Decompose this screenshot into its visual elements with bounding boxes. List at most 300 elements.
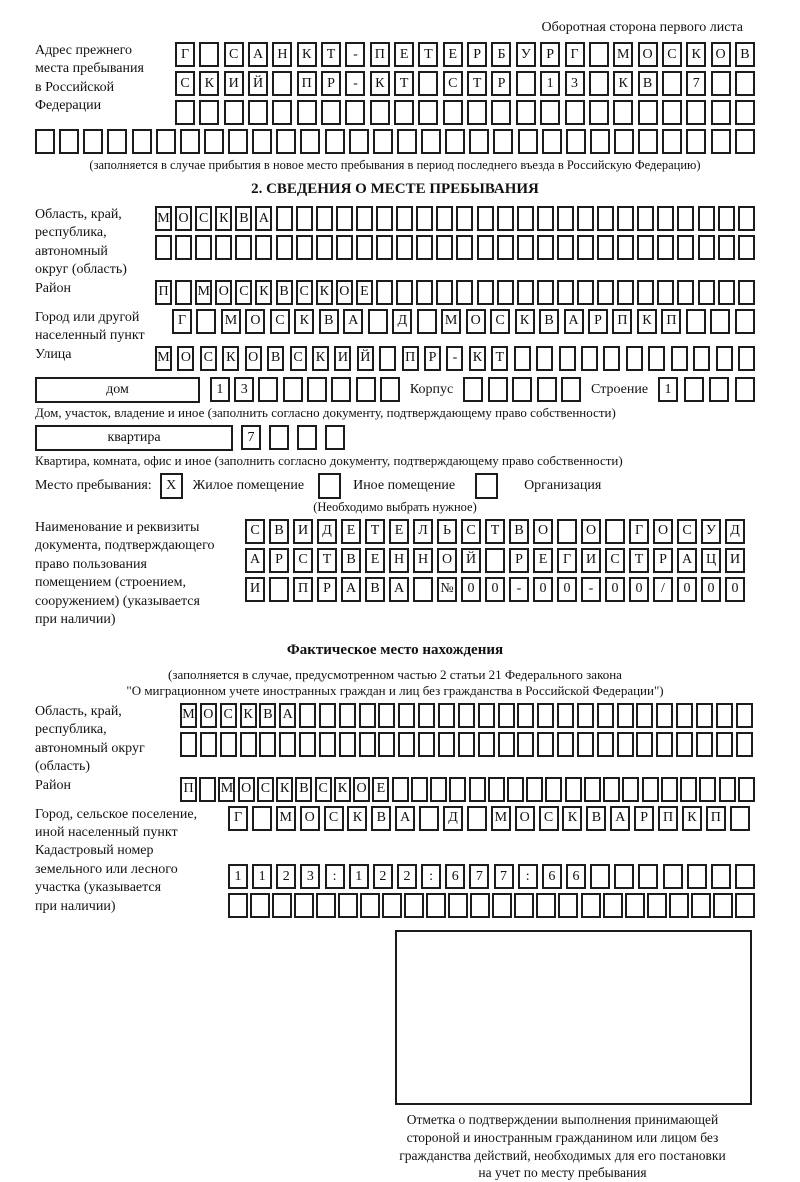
char-grid-row <box>35 129 755 154</box>
char-cell: С <box>175 71 195 96</box>
char-cell: С <box>662 42 682 67</box>
char-cell: К <box>276 777 293 802</box>
char-cell <box>696 732 713 757</box>
char-cell <box>565 100 585 125</box>
char-cell: Н <box>413 548 433 573</box>
char-cell <box>719 777 736 802</box>
char-cell <box>730 806 750 831</box>
char-cell <box>735 309 755 334</box>
char-cell: М <box>441 309 461 334</box>
char-cell: А <box>245 548 265 573</box>
char-cell: В <box>295 777 312 802</box>
label-line: Адрес прежнего <box>35 43 132 58</box>
char-cell <box>537 703 554 728</box>
char-cell <box>300 129 320 154</box>
label-line: Область, край, <box>35 703 122 719</box>
char-cell: К <box>294 309 314 334</box>
char-cell <box>687 864 707 889</box>
char-cell <box>597 703 614 728</box>
label-line: земельного или лесного <box>35 861 178 877</box>
char-cell <box>691 893 711 918</box>
char-cell <box>625 893 645 918</box>
char-cell: 0 <box>629 577 649 602</box>
char-cell: 1 <box>540 71 560 96</box>
char-cell: 1 <box>349 864 369 889</box>
label-line: иной населенный пункт <box>35 824 178 840</box>
char-grid-row <box>245 548 745 573</box>
char-cell: С <box>461 519 481 544</box>
char-cell: / <box>653 577 673 602</box>
char-cell <box>738 280 755 305</box>
char-cell: Р <box>269 548 289 573</box>
char-cell <box>709 377 729 402</box>
char-cell <box>430 777 447 802</box>
char-cell <box>677 235 694 260</box>
label-line: населенный пункт <box>35 328 145 344</box>
char-cell <box>325 129 345 154</box>
char-cell: С <box>490 309 510 334</box>
label-line: Отметка о подтверждении выполнения принимающей <box>406 1112 719 1128</box>
char-cell <box>716 732 733 757</box>
actual-city-block <box>35 806 755 843</box>
char-cell: И <box>581 548 601 573</box>
char-cell: 2 <box>276 864 296 889</box>
char-cell: Г <box>629 519 649 544</box>
char-cell <box>636 703 653 728</box>
char-cell: Д <box>443 806 463 831</box>
char-cell <box>512 377 532 402</box>
label-line: гражданства действий, необходимых для его постановки <box>399 1147 726 1163</box>
char-cell <box>648 346 665 371</box>
char-cell: О <box>515 806 535 831</box>
char-cell: О <box>300 806 320 831</box>
char-cell: Г <box>175 42 195 67</box>
char-cell <box>677 206 694 231</box>
char-cell: К <box>370 71 390 96</box>
char-cell: К <box>240 703 257 728</box>
char-cell <box>647 893 667 918</box>
char-cell: В <box>269 519 289 544</box>
char-cell <box>456 235 473 260</box>
char-cell <box>438 732 455 757</box>
char-cell <box>349 129 369 154</box>
char-cell <box>577 280 594 305</box>
char-cell <box>418 100 438 125</box>
char-grid-row <box>228 864 755 889</box>
char-cell: О <box>653 519 673 544</box>
char-cell <box>336 206 353 231</box>
char-cell <box>614 864 634 889</box>
char-cell: Е <box>356 280 373 305</box>
char-cell <box>686 100 706 125</box>
char-cell: Т <box>467 71 487 96</box>
char-cell: О <box>200 703 217 728</box>
char-cell <box>517 235 534 260</box>
char-cell <box>603 777 620 802</box>
char-cell <box>711 100 731 125</box>
char-cell <box>294 893 314 918</box>
char-cell <box>392 777 409 802</box>
char-cell: К <box>637 309 657 334</box>
char-cell <box>735 893 755 918</box>
char-cell <box>716 703 733 728</box>
char-cell: В <box>276 280 293 305</box>
char-cell: К <box>682 806 702 831</box>
char-cell <box>458 732 475 757</box>
char-cell <box>204 129 224 154</box>
char-cell: Е <box>533 548 553 573</box>
char-cell <box>738 777 755 802</box>
char-cell <box>558 893 578 918</box>
char-cell <box>589 71 609 96</box>
char-cell <box>458 703 475 728</box>
char-cell <box>680 777 697 802</box>
char-cell: 0 <box>461 577 481 602</box>
char-cell <box>638 100 658 125</box>
char-cell <box>360 893 380 918</box>
char-cell <box>235 235 252 260</box>
char-cell <box>507 777 524 802</box>
city-label <box>35 309 155 346</box>
prev-address-grid <box>175 42 755 125</box>
region-grid <box>155 206 755 264</box>
char-cell: С <box>220 703 237 728</box>
char-cell <box>686 129 706 154</box>
char-cell: Г <box>172 309 192 334</box>
char-cell: Т <box>491 346 508 371</box>
char-cell: М <box>218 777 235 802</box>
char-cell: Г <box>565 42 585 67</box>
char-cell: П <box>180 777 197 802</box>
char-cell <box>276 206 293 231</box>
char-cell: К <box>613 71 633 96</box>
char-cell <box>711 864 731 889</box>
char-cell: С <box>270 309 290 334</box>
confirmation-stamp-box <box>395 930 752 1105</box>
char-cell: О <box>581 519 601 544</box>
apartment-box-label: квартира <box>35 425 233 451</box>
label-line: помещением (строением, <box>35 575 186 591</box>
char-cell <box>356 377 376 402</box>
char-cell: Р <box>588 309 608 334</box>
char-cell <box>656 732 673 757</box>
label-line: право пользования <box>35 556 147 572</box>
char-cell: Р <box>491 71 511 96</box>
char-cell: О <box>175 206 192 231</box>
char-cell: А <box>255 206 272 231</box>
char-grid-row <box>463 377 581 402</box>
char-cell <box>488 377 508 402</box>
char-cell <box>736 732 753 757</box>
char-cell: Т <box>317 548 337 573</box>
label-line: на учет по месту пребывания <box>478 1165 647 1181</box>
char-cell: И <box>334 346 351 371</box>
char-cell <box>297 425 317 450</box>
prev-address-block <box>35 42 755 125</box>
char-cell <box>413 577 433 602</box>
char-cell <box>603 893 623 918</box>
char-cell <box>436 280 453 305</box>
char-cell <box>382 893 402 918</box>
char-cell <box>696 703 713 728</box>
char-cell: Т <box>394 71 414 96</box>
char-cell: Й <box>461 548 481 573</box>
label-line: документа, подтверждающего <box>35 538 215 554</box>
char-cell <box>637 235 654 260</box>
char-cell <box>469 129 489 154</box>
char-cell <box>477 280 494 305</box>
char-cell: 7 <box>686 71 706 96</box>
char-cell <box>296 235 313 260</box>
char-cell <box>338 893 358 918</box>
char-cell: В <box>539 309 559 334</box>
char-cell <box>676 703 693 728</box>
district-block <box>35 280 755 309</box>
cadastral-block <box>35 842 755 922</box>
char-cell <box>581 346 598 371</box>
char-grid-row <box>658 377 755 402</box>
char-cell: Г <box>557 548 577 573</box>
char-cell: С <box>224 42 244 67</box>
char-cell: Д <box>725 519 745 544</box>
char-cell <box>662 100 682 125</box>
checkbox-residential: X <box>160 473 183 499</box>
char-cell: А <box>395 806 415 831</box>
checkbox-other-premises <box>318 473 341 499</box>
char-cell <box>276 235 293 260</box>
char-cell <box>436 235 453 260</box>
char-cell <box>557 206 574 231</box>
char-cell: Е <box>365 548 385 573</box>
char-cell <box>224 100 244 125</box>
char-cell: 7 <box>469 864 489 889</box>
char-cell <box>686 309 706 334</box>
label-line: автономный округ <box>35 740 145 756</box>
char-cell <box>497 280 514 305</box>
char-cell <box>228 129 248 154</box>
char-cell: № <box>437 577 457 602</box>
char-cell <box>180 732 197 757</box>
char-cell: П <box>402 346 419 371</box>
char-cell: О <box>638 42 658 67</box>
house-caption: Дом, участок, владение и иное (заполнить согласно документу, подтверждающему право собственности) <box>35 404 616 420</box>
char-cell <box>738 346 755 371</box>
char-cell <box>492 893 512 918</box>
char-cell: А <box>279 703 296 728</box>
stay-type-row <box>35 473 755 499</box>
char-cell <box>657 280 674 305</box>
char-cell <box>199 42 219 67</box>
char-cell: А <box>677 548 697 573</box>
char-cell: П <box>155 280 172 305</box>
char-cell: П <box>658 806 678 831</box>
char-cell <box>107 129 127 154</box>
char-cell: С <box>677 519 697 544</box>
char-cell: О <box>533 519 553 544</box>
char-cell: 2 <box>373 864 393 889</box>
char-cell <box>637 280 654 305</box>
char-cell <box>195 235 212 260</box>
char-cell: 0 <box>725 577 745 602</box>
char-cell <box>319 703 336 728</box>
char-cell <box>175 235 192 260</box>
char-cell <box>307 377 327 402</box>
char-cell <box>279 732 296 757</box>
char-grid-row <box>228 806 750 831</box>
char-cell <box>636 732 653 757</box>
char-cell: С <box>296 280 313 305</box>
char-cell <box>577 235 594 260</box>
char-cell <box>684 377 704 402</box>
char-cell <box>626 346 643 371</box>
label-line: (заполняется в случае, предусмотренном частью 2 статьи 21 Федерального закона <box>168 666 622 682</box>
char-cell: В <box>259 703 276 728</box>
char-cell <box>516 100 536 125</box>
char-cell: Е <box>443 42 463 67</box>
char-cell <box>617 280 634 305</box>
actual-district-label: Район <box>35 777 71 793</box>
char-cell <box>498 703 515 728</box>
char-cell: - <box>345 71 365 96</box>
char-cell: 6 <box>542 864 562 889</box>
char-cell: А <box>564 309 584 334</box>
char-cell <box>557 732 574 757</box>
char-grid-row <box>155 235 755 260</box>
actual-region-label <box>35 703 180 777</box>
char-cell <box>498 732 515 757</box>
char-cell <box>469 777 486 802</box>
char-cell <box>418 703 435 728</box>
char-cell: - <box>446 346 463 371</box>
label-line: Область, край, <box>35 207 122 222</box>
char-cell: И <box>293 519 313 544</box>
char-cell <box>463 377 483 402</box>
char-cell: О <box>245 346 262 371</box>
char-cell <box>545 777 562 802</box>
city-block <box>35 309 755 346</box>
prev-address-caption: (заполняется в случае прибытия в новое место пребывания в период последнего въезда в Российскую Федерацию) <box>89 158 701 172</box>
char-grid-row <box>241 425 345 450</box>
char-cell <box>269 425 289 450</box>
char-cell <box>559 346 576 371</box>
char-cell <box>517 280 534 305</box>
char-cell: С <box>443 71 463 96</box>
char-cell <box>669 893 689 918</box>
char-cell: 1 <box>210 377 230 402</box>
char-cell <box>258 377 278 402</box>
label-line: сооружением) (указывается <box>35 593 200 609</box>
char-cell: Д <box>317 519 337 544</box>
char-cell: Р <box>540 42 560 67</box>
char-cell: Ь <box>437 519 457 544</box>
street-block <box>35 346 755 375</box>
char-cell: Л <box>413 519 433 544</box>
char-cell <box>269 577 289 602</box>
char-cell <box>438 703 455 728</box>
char-cell <box>663 864 683 889</box>
label-line: Наименование и реквизиты <box>35 519 200 535</box>
char-cell <box>557 235 574 260</box>
char-cell <box>537 377 557 402</box>
char-cell: Ц <box>701 548 721 573</box>
document-block <box>35 519 755 630</box>
char-cell <box>738 235 755 260</box>
char-cell <box>259 732 276 757</box>
char-cell <box>299 703 316 728</box>
char-cell: Й <box>357 346 374 371</box>
char-cell: В <box>267 346 284 371</box>
char-cell <box>404 893 424 918</box>
char-cell: В <box>365 577 385 602</box>
char-grid-row <box>210 377 400 402</box>
char-cell: П <box>370 42 390 67</box>
char-cell: В <box>638 71 658 96</box>
char-cell <box>698 280 715 305</box>
char-cell: М <box>491 806 511 831</box>
char-cell <box>605 519 625 544</box>
char-cell: М <box>180 703 197 728</box>
char-cell <box>662 71 682 96</box>
char-grid-row <box>180 777 755 802</box>
cadastral-grid <box>228 842 755 922</box>
char-cell <box>491 100 511 125</box>
char-cell: О <box>245 309 265 334</box>
char-cell: 3 <box>234 377 254 402</box>
label-line: Кадастровый номер <box>35 843 154 859</box>
char-cell: В <box>586 806 606 831</box>
actual-city-label <box>35 806 228 843</box>
street-label: Улица <box>35 346 72 362</box>
char-cell <box>718 280 735 305</box>
char-cell <box>196 309 216 334</box>
char-cell <box>565 777 582 802</box>
char-cell <box>376 280 393 305</box>
stay-type-note: (Необходимо выбрать нужное) <box>313 499 477 514</box>
char-cell <box>662 129 682 154</box>
char-cell <box>485 548 505 573</box>
char-cell <box>316 893 336 918</box>
char-cell: : <box>421 864 441 889</box>
char-cell <box>396 235 413 260</box>
char-cell <box>276 129 296 154</box>
char-cell: К <box>347 806 367 831</box>
char-cell: С <box>257 777 274 802</box>
char-cell <box>638 864 658 889</box>
label-line: места пребывания <box>35 61 144 77</box>
char-cell: К <box>222 346 239 371</box>
char-cell: - <box>509 577 529 602</box>
char-cell: Р <box>424 346 441 371</box>
char-cell: П <box>661 309 681 334</box>
char-cell <box>370 100 390 125</box>
char-cell <box>516 71 536 96</box>
char-cell <box>542 129 562 154</box>
char-cell <box>477 235 494 260</box>
char-cell: - <box>345 42 365 67</box>
char-cell: Е <box>372 777 389 802</box>
char-cell <box>321 100 341 125</box>
label-line: при наличии) <box>35 898 116 914</box>
char-cell: 3 <box>300 864 320 889</box>
prev-address-label <box>35 42 175 116</box>
char-cell: Р <box>653 548 673 573</box>
char-cell: Р <box>634 806 654 831</box>
label-line: "О миграционном учете иностранных граждан и лиц без гражданства в Российской Федерации") <box>126 682 664 698</box>
option-other-premises-label: Иное помещение <box>353 477 456 493</box>
char-cell <box>228 893 248 918</box>
char-cell <box>477 206 494 231</box>
stay-type-label: Место пребывания: <box>35 477 152 493</box>
